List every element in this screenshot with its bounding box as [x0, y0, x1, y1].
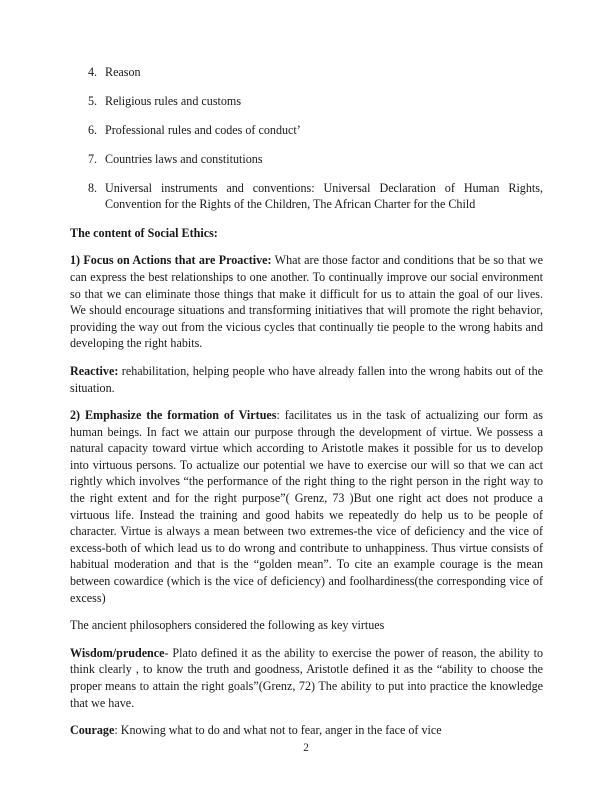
- paragraph-lead: 2) Emphasize the formation of Virtues: [70, 408, 277, 423]
- ordered-list: [70, 64, 543, 212]
- list-item-label: Religious rules and customs: [105, 93, 242, 108]
- paragraph-text: What are those factor and conditions that be so that we can express the best relationships to one another. To continually improve our social environment so that we can eliminate those things that make it difficult for us to attain the goal of our lives. We should encourage situations and transforming initiatives that will promote the right behavior, providing the way out from the vicious cycles that continually tie people to the wrong habits and developing the right habits.: [70, 253, 543, 351]
- list-item-label: Reason: [105, 65, 141, 79]
- list-item-marker: 6.: [88, 122, 98, 137]
- paragraph-text: rehabilitation, helping people who have already fallen into the wrong habits out of the situation.: [70, 363, 543, 395]
- list-item-marker: 5.: [88, 93, 98, 108]
- list-item: [70, 122, 543, 138]
- list-item: [70, 180, 543, 213]
- paragraph-ancient-philosophers: The ancient philosophers considered the following as key virtues: [70, 618, 385, 633]
- list-item: [70, 151, 543, 167]
- paragraph-lead: Courage: [70, 723, 115, 738]
- list-item-label: Countries laws and constitutions: [105, 151, 263, 166]
- paragraph-courage: [70, 722, 543, 739]
- list-item-marker: 8.: [88, 180, 98, 195]
- list-item: [70, 64, 543, 80]
- paragraph-text: - Plato defined it as the ability to exercise the power of reason, the ability to think clearly , to know the truth and goodness, Aristotle defined it as the “ability to choose the proper means to attain the right goals”(Grenz, 72) The ability to put into practice the knowledge that we have.: [70, 645, 543, 710]
- list-item: [70, 93, 543, 109]
- paragraph-text: : facilitates us in the task of actualizing our form as human beings. In fact we attain our purpose through the development of virtue. We possess a natural capacity toward virtue which according to Aristotle makes it possible for us to develop into virtuous persons. To actualize our potential we have to exercise our will so that we can act rightly which involves “the performance of the right thing to the right person in the right way to the right extent and for the right purpose”( Grenz, 73 )But one right act does not produce a virtuous life. Instead the training and good habits we repeatedly do help us to be people of character. Virtue is always a mean between two extremes-the vice of deficiency and the vice of excess-both of which lead us to do wrong and contribute to unhappiness. Thus virtue consists of habitual moderation and that is the “golden mean”. To cite an example courage is the mean between cowardice (which is the vice of deficiency) and foolhardiness(the corresponding vice of excess): [70, 408, 543, 605]
- paragraph-wisdom-prudence: [70, 645, 543, 711]
- list-item-marker: 4.: [88, 65, 98, 79]
- list-item-label: Professional rules and codes of conduct’: [105, 122, 301, 137]
- section-heading: The content of Social Ethics:: [70, 225, 218, 240]
- paragraph-lead: Reactive:: [70, 363, 119, 378]
- paragraph-lead: Wisdom/prudence: [70, 645, 165, 660]
- paragraph-focus-on-actions: [70, 252, 543, 352]
- page-content: [70, 64, 543, 750]
- paragraph-emphasize-virtues: [70, 407, 543, 606]
- list-item-label: Universal instruments and conventions: Universal Declaration of Human Rights, Convention for the Rights of the Children, The African Charter for the Child: [105, 180, 543, 212]
- paragraph-lead: 1) Focus on Actions that are Proactive:: [70, 253, 272, 268]
- page-number: 2: [303, 742, 309, 754]
- list-item-marker: 7.: [88, 151, 98, 166]
- paragraph-text: : Knowing what to do and what not to fear, anger in the face of vice: [114, 723, 442, 738]
- paragraph-reactive: [70, 363, 543, 396]
